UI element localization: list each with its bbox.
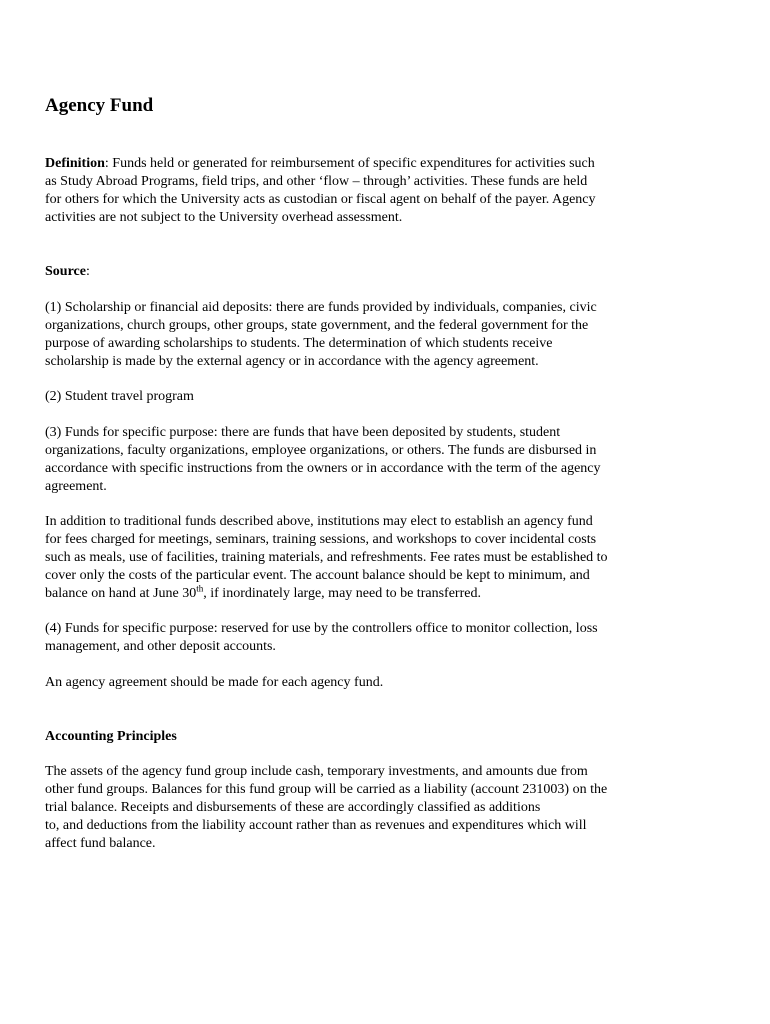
ordinal-suffix: th — [196, 583, 204, 594]
definition-line-1: Definition: Funds held or generated for reimbursement of specific expenditures for activities such — [45, 156, 595, 171]
source-label: Source — [45, 264, 86, 279]
definition-line-2: as Study Abroad Programs, field trips, and other ‘flow – through’ activities. These funds are held — [45, 174, 588, 189]
definition-paragraph — [45, 155, 725, 227]
source-item-4: (4) Funds for specific purpose: reserved for use by the controllers office to monitor collection, loss management, and other deposit accounts. — [45, 621, 598, 654]
source-item-2: (2) Student travel program — [45, 389, 194, 404]
addition-last-line: balance on hand at June 30th, if inordinately large, may need to be transferred. — [45, 583, 481, 601]
accounting-paragraph: The assets of the agency fund group include cash, temporary investments, and amounts due from other fund groups. Balances for this fund group will be carried as a liability (account 231003) on the trial balance. Receipts and disbursements of these are accordingly classified as additions to, and deductions from the liability account rather than as revenues and expenditures which will affect fund balance. — [45, 764, 608, 851]
source-item-3: (3) Funds for specific purpose: there are funds that have been deposited by students, student organizations, faculty organizations, employee organizations, or others. The funds are disbursed in accordance with specific instructions from the owners or in accordance with the term of the agency agreement. — [45, 425, 601, 494]
source-heading: Source: — [45, 264, 90, 279]
definition-line-3: for others for which the University acts as custodian or fiscal agent on behalf of the payer. Agency — [45, 192, 596, 207]
definition-line-4: activities are not subject to the University overhead assessment. — [45, 210, 403, 225]
page-title: Agency Fund — [45, 95, 154, 116]
accounting-heading: Accounting Principles — [45, 729, 177, 744]
agreement-paragraph: An agency agreement should be made for each agency fund. — [45, 675, 384, 690]
definition-label: Definition — [45, 156, 105, 171]
source-item-1: (1) Scholarship or financial aid deposits: there are funds provided by individuals, companies, civic organizations, church groups, other groups, state government, and the federal government for the purpose of awarding scholarships to students. The determination of which students receive scholarship is made by the external agency or in accordance with the agency agreement. — [45, 300, 597, 369]
addition-paragraph: In addition to traditional funds described above, institutions may elect to establish an agency fund for fees charged for meetings, seminars, training sessions, and workshops to cover incidental costs such as meals, use of facilities, training materials, and refreshments. Fee rates must be established to cover only the costs of the particular event. The account balance should be kept to minimum, and balance on hand at June 30th, if inordinately large, may need to be transferred. — [45, 513, 725, 603]
